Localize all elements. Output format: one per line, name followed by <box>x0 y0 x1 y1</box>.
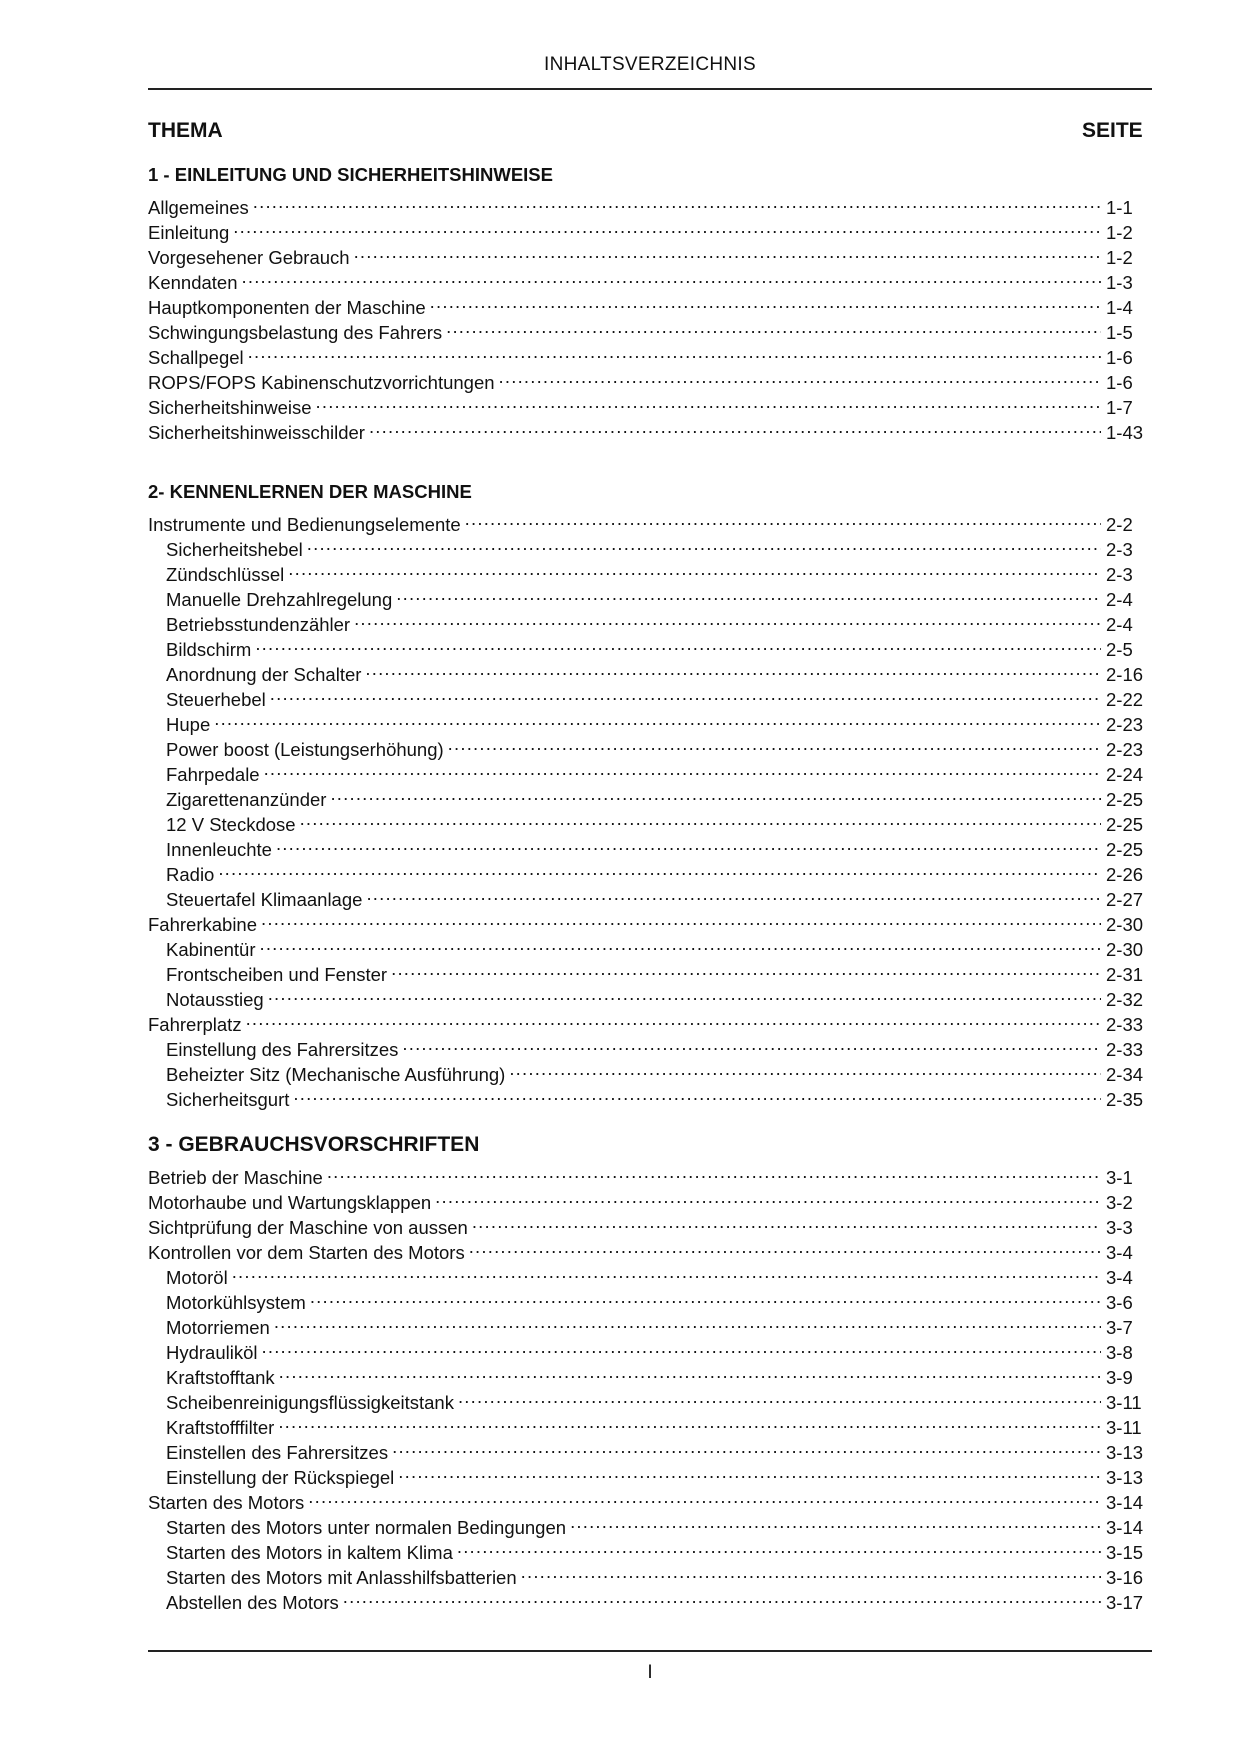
toc-entry-page: 2-25 <box>1106 789 1144 810</box>
dot-leader <box>255 631 1101 656</box>
toc-entry-title: Starten des Motors unter normalen Bedingungen <box>166 1517 567 1538</box>
toc-entry-page: 3-11 <box>1106 1392 1142 1413</box>
toc-entry-page: 3-2 <box>1106 1192 1133 1213</box>
dot-leader <box>430 289 1101 314</box>
dot-leader <box>354 606 1101 631</box>
toc-entry-title: Motorriemen <box>166 1317 270 1338</box>
toc-entry-title: Kontrollen vor dem Starten des Motors <box>148 1242 465 1263</box>
toc-entry-page: 2-5 <box>1106 639 1133 660</box>
dot-leader <box>279 1359 1101 1384</box>
toc-entry[interactable] <box>148 239 1146 268</box>
dot-leader <box>509 1056 1101 1081</box>
toc-entry-title: Zigarettenanzünder <box>166 789 327 810</box>
toc-entry-title: Abstellen des Motors <box>166 1592 339 1613</box>
toc-entry-title: Fahrpedale <box>166 764 260 785</box>
toc-entry[interactable] <box>148 931 1146 960</box>
toc-entry-title: Betriebsstundenzähler <box>166 614 351 635</box>
header-rule <box>148 88 1152 90</box>
toc-entry-page: 3-1 <box>1106 1167 1133 1188</box>
dot-leader <box>327 1159 1101 1184</box>
toc-entry-title: Beheizter Sitz (Mechanische Ausführung) <box>166 1064 506 1085</box>
toc-entry-page: 3-9 <box>1106 1367 1133 1388</box>
page-number: I <box>647 1662 653 1683</box>
toc-entry-title: Anordnung der Schalter <box>166 664 362 685</box>
toc-entry-title: Hupe <box>166 714 211 735</box>
toc-entry-title: Sichtprüfung der Maschine von aussen <box>148 1217 468 1238</box>
toc-entry-page: 1-5 <box>1106 322 1133 343</box>
dot-leader <box>307 531 1101 556</box>
dot-leader <box>293 1081 1101 1106</box>
dot-leader <box>248 339 1101 364</box>
toc-entry-page: 3-4 <box>1106 1267 1133 1288</box>
toc-entry-page: 3-8 <box>1106 1342 1133 1363</box>
toc-entry[interactable] <box>148 1031 1146 1060</box>
dot-leader <box>570 1509 1101 1534</box>
toc-entry-title: Hydrauliköl <box>166 1342 258 1363</box>
toc-entry-page: 1-6 <box>1106 347 1133 368</box>
toc-entry-page: 2-35 <box>1106 1089 1144 1110</box>
toc-entry[interactable] <box>148 656 1146 685</box>
dot-leader <box>343 1584 1101 1609</box>
dot-leader <box>448 731 1101 756</box>
toc-entry-title: Motoröl <box>166 1267 228 1288</box>
dot-leader <box>276 831 1101 856</box>
dot-leader <box>232 1259 1101 1284</box>
toc-entry-title: Scheibenreinigungsflüssigkeitstank <box>166 1392 454 1413</box>
toc-entry-page: 2-4 <box>1106 589 1133 610</box>
toc-entry[interactable] <box>148 956 1146 985</box>
toc-entry-title: Power boost (Leistungserhöhung) <box>166 739 444 760</box>
dot-leader <box>396 581 1101 606</box>
dot-leader <box>270 681 1101 706</box>
dot-leader <box>262 1334 1101 1359</box>
toc-entry-title: Fahrerplatz <box>148 1014 242 1035</box>
toc-entry-page: 2-22 <box>1106 689 1144 710</box>
toc-entry-page: 2-33 <box>1106 1039 1144 1060</box>
toc-entry[interactable] <box>148 1409 1146 1438</box>
toc-entry-title: ROPS/FOPS Kabinenschutzvorrichtungen <box>148 372 495 393</box>
section-title: 2- KENNENLERNEN DER MASCHINE <box>148 481 472 502</box>
dot-leader <box>499 364 1101 389</box>
toc-entry-title: Motorkühlsystem <box>166 1292 306 1313</box>
dot-leader <box>354 239 1101 264</box>
dot-leader <box>242 264 1101 289</box>
dot-leader <box>435 1184 1101 1209</box>
dot-leader <box>446 314 1101 339</box>
toc-entry[interactable] <box>148 1434 1146 1463</box>
toc-entry-title: Kraftstofftank <box>166 1367 275 1388</box>
toc-entry[interactable] <box>148 706 1146 735</box>
dot-leader <box>218 856 1101 881</box>
toc-entry-page: 2-2 <box>1106 514 1133 535</box>
toc-entry-page: 3-17 <box>1106 1592 1144 1613</box>
toc-entry[interactable] <box>148 1159 1146 1188</box>
toc-entry-page: 2-3 <box>1106 539 1133 560</box>
section-title: 3 - GEBRAUCHSVORSCHRIFTEN <box>148 1133 480 1156</box>
toc-entry-title: Starten des Motors in kaltem Klima <box>166 1542 453 1563</box>
dot-leader <box>214 706 1101 731</box>
toc-entry-title: Kabinentür <box>166 939 256 960</box>
toc-entry-page: 1-4 <box>1106 297 1133 318</box>
toc-entry[interactable] <box>148 1006 1146 1035</box>
toc-entry-page: 1-2 <box>1106 247 1133 268</box>
toc-entry-page: 1-3 <box>1106 272 1133 293</box>
toc-entry-page: 3-14 <box>1106 1517 1144 1538</box>
dot-leader <box>391 956 1101 981</box>
toc-entry[interactable] <box>148 264 1146 293</box>
toc-entry-title: Einleitung <box>148 222 230 243</box>
toc-entry-title: Bildschirm <box>166 639 252 660</box>
toc-entry-title: Sicherheitshinweisschilder <box>148 422 365 443</box>
toc-entry-page: 2-3 <box>1106 564 1133 585</box>
dot-leader <box>365 656 1101 681</box>
dot-leader <box>392 1434 1101 1459</box>
toc-entry[interactable] <box>148 731 1146 760</box>
toc-entry-page: 3-11 <box>1106 1417 1142 1438</box>
toc-entry-title: Schallpegel <box>148 347 244 368</box>
toc-entry-page: 1-2 <box>1106 222 1133 243</box>
toc-entry-page: 2-30 <box>1106 914 1144 935</box>
toc-entry[interactable] <box>148 906 1146 935</box>
toc-entry-page: 1-7 <box>1106 397 1133 418</box>
toc-entry-title: Steuertafel Klimaanlage <box>166 889 363 910</box>
toc-entry-title: Manuelle Drehzahlregelung <box>166 589 393 610</box>
toc-entry[interactable] <box>148 856 1146 885</box>
dot-leader <box>398 1459 1101 1484</box>
toc-entry-page: 2-34 <box>1106 1064 1144 1085</box>
toc-entry-page: 2-16 <box>1106 664 1144 685</box>
toc-entry-page: 3-13 <box>1106 1442 1144 1463</box>
toc-entry[interactable] <box>148 1334 1146 1363</box>
toc-entry-page: 2-24 <box>1106 764 1144 785</box>
toc-entry-title: Kenndaten <box>148 272 238 293</box>
toc-entry[interactable] <box>148 756 1146 785</box>
dot-leader <box>300 806 1101 831</box>
dot-leader <box>458 1384 1101 1409</box>
toc-entry[interactable] <box>148 289 1146 318</box>
toc-entry[interactable] <box>148 556 1146 585</box>
dot-leader <box>308 1484 1101 1509</box>
toc-entry[interactable] <box>148 1384 1146 1413</box>
toc-entry-title: Notausstieg <box>166 989 264 1010</box>
dot-leader <box>465 506 1101 531</box>
toc-entry-page: 3-6 <box>1106 1292 1133 1313</box>
toc-entry-title: Einstellen des Fahrersitzes <box>166 1442 389 1463</box>
toc-entry-page: 1-43 <box>1106 422 1144 443</box>
toc-entry-title: Kraftstofffilter <box>166 1417 275 1438</box>
toc-entry-page: 3-16 <box>1106 1567 1144 1588</box>
dot-leader <box>402 1031 1101 1056</box>
dot-leader <box>472 1209 1101 1234</box>
toc-entry-title: Schwingungsbelastung des Fahrers <box>148 322 443 343</box>
toc-entry-page: 2-32 <box>1106 989 1144 1010</box>
dot-leader <box>366 881 1101 906</box>
toc-entry-page: 2-4 <box>1106 614 1133 635</box>
toc-entry-page: 2-26 <box>1106 864 1144 885</box>
dot-leader <box>233 214 1101 239</box>
toc-entry-page: 2-25 <box>1106 814 1144 835</box>
dot-leader <box>259 931 1101 956</box>
dot-leader <box>274 1309 1101 1334</box>
toc-entry[interactable] <box>148 214 1146 243</box>
toc-entry[interactable] <box>148 506 1146 535</box>
toc-entry[interactable] <box>148 881 1146 910</box>
toc-entry-title: Fahrerkabine <box>148 914 258 935</box>
column-heading-page: SEITE <box>1082 119 1143 142</box>
toc-entry-title: Einstellung des Fahrersitzes <box>166 1039 399 1060</box>
dot-leader <box>330 781 1101 806</box>
toc-entry-page: 1-1 <box>1106 197 1133 218</box>
toc-entry[interactable] <box>148 831 1146 860</box>
dot-leader <box>261 906 1101 931</box>
dot-leader <box>246 1006 1101 1031</box>
toc-entry-title: Innenleuchte <box>166 839 272 860</box>
dot-leader <box>264 756 1101 781</box>
toc-entry-title: Einstellung der Rückspiegel <box>166 1467 395 1488</box>
footer-rule <box>148 1650 1152 1652</box>
toc-entry-page: 2-30 <box>1106 939 1144 960</box>
toc-entry[interactable] <box>148 339 1146 368</box>
toc-entry-page: 3-7 <box>1106 1317 1133 1338</box>
toc-entry[interactable] <box>148 1309 1146 1338</box>
toc-entry-page: 1-6 <box>1106 372 1133 393</box>
dot-leader <box>253 189 1101 214</box>
dot-leader <box>310 1284 1101 1309</box>
toc-entry-title: Sicherheitshinweise <box>148 397 312 418</box>
toc-entry-page: 3-3 <box>1106 1217 1133 1238</box>
column-heading-topic: THEMA <box>148 119 223 142</box>
toc-entry-title: Betrieb der Maschine <box>148 1167 323 1188</box>
dot-leader <box>316 389 1101 414</box>
toc-entry[interactable] <box>148 1081 1146 1110</box>
toc-entry[interactable] <box>148 681 1146 710</box>
toc-entry-page: 2-25 <box>1106 839 1144 860</box>
toc-entry-title: Zündschlüssel <box>166 564 285 585</box>
toc-entry-page: 2-33 <box>1106 1014 1144 1035</box>
toc-entry-title: Frontscheiben und Fenster <box>166 964 388 985</box>
toc-entry[interactable] <box>148 364 1146 393</box>
toc-entry-title: Motorhaube und Wartungsklappen <box>148 1192 432 1213</box>
toc-entry-title: Vorgesehener Gebrauch <box>148 247 350 268</box>
dot-leader <box>369 414 1101 439</box>
dot-leader <box>268 981 1101 1006</box>
toc-entry-title: Radio <box>166 864 215 885</box>
toc-entry-page: 3-4 <box>1106 1242 1133 1263</box>
toc-entry-title: Starten des Motors mit Anlasshilfsbatterien <box>166 1567 517 1588</box>
toc-entry-page: 3-15 <box>1106 1542 1144 1563</box>
dot-leader <box>278 1409 1101 1434</box>
toc-entry[interactable] <box>148 781 1146 810</box>
section-title: 1 - EINLEITUNG UND SICHERHEITSHINWEISE <box>148 164 553 185</box>
toc-entry[interactable] <box>148 1359 1146 1388</box>
page-header: INHALTSVERZEICHNIS <box>544 54 756 75</box>
toc-entry-title: Sicherheitshebel <box>166 539 303 560</box>
toc-entry-page: 3-13 <box>1106 1467 1144 1488</box>
toc-entry[interactable] <box>148 581 1146 610</box>
toc-entry-title: Allgemeines <box>148 197 249 218</box>
toc-entry-page: 2-23 <box>1106 714 1144 735</box>
toc-entry-title: 12 V Steckdose <box>166 814 296 835</box>
toc-entry-title: Sicherheitsgurt <box>166 1089 290 1110</box>
toc-entry-page: 2-27 <box>1106 889 1144 910</box>
toc-entry-title: Instrumente und Bedienungselemente <box>148 514 461 535</box>
toc-entry-page: 3-14 <box>1106 1492 1144 1513</box>
toc-entry[interactable] <box>148 631 1146 660</box>
dot-leader <box>521 1559 1101 1584</box>
toc-entry[interactable] <box>148 1259 1146 1288</box>
toc-entry-title: Steuerhebel <box>166 689 266 710</box>
toc-entry[interactable] <box>148 189 1146 218</box>
dot-leader <box>457 1534 1101 1559</box>
toc-entry-page: 2-23 <box>1106 739 1144 760</box>
toc-entry-title: Starten des Motors <box>148 1492 305 1513</box>
dot-leader <box>288 556 1101 581</box>
toc-entry-page: 2-31 <box>1106 964 1144 985</box>
toc-entry-title: Hauptkomponenten der Maschine <box>148 297 426 318</box>
toc-entry[interactable] <box>148 981 1146 1010</box>
toc-entry[interactable] <box>148 1284 1146 1313</box>
dot-leader <box>469 1234 1101 1259</box>
table-of-contents <box>148 162 1146 1613</box>
